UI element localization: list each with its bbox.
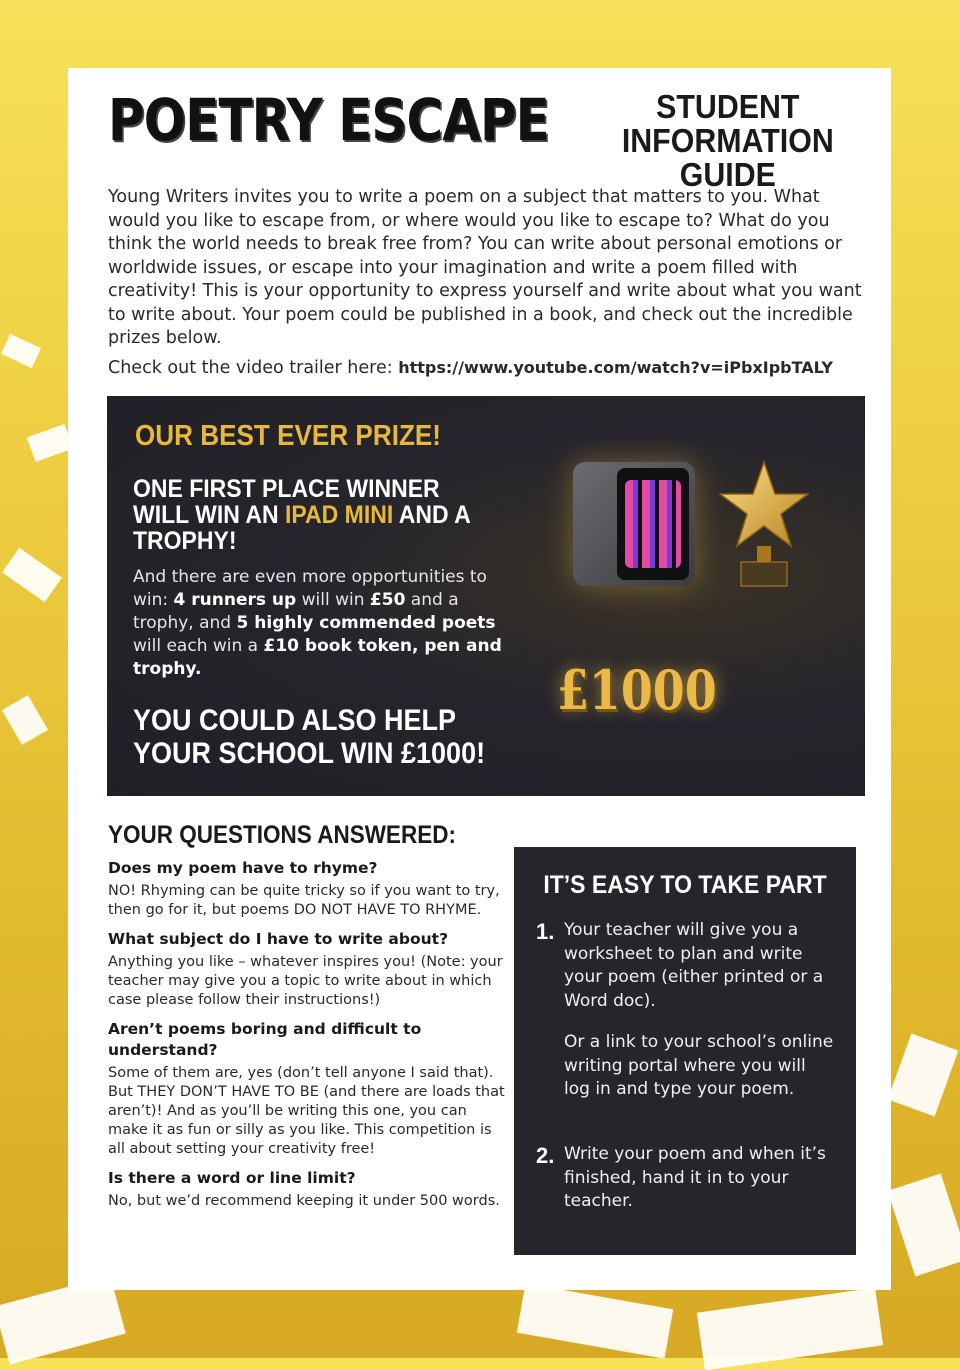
trailer-label: Check out the video trailer here: bbox=[108, 358, 399, 378]
step-number: 2. bbox=[536, 1143, 555, 1168]
step-number: 1. bbox=[536, 919, 555, 944]
runner-up-prize: £50 bbox=[369, 590, 406, 610]
winner-text-2: AND A TROPHY! bbox=[133, 501, 470, 555]
answer: NO! Rhyming can be quite tricky so if you want to try, then go for it, but poems DO NOT HAVE TO RHYME. bbox=[108, 883, 500, 918]
background-shard bbox=[887, 1174, 960, 1277]
more-prizes-text: and a trophy, and bbox=[133, 590, 459, 633]
ipad-mini-image bbox=[573, 462, 695, 586]
questions-section bbox=[108, 821, 508, 1220]
answer: No, but we’d recommend keeping it under 500 words. bbox=[108, 1193, 500, 1209]
trophy-icon bbox=[719, 460, 809, 590]
winner-text-1: ONE FIRST PLACE WINNER WILL WIN AN bbox=[133, 475, 440, 529]
school-prize: YOU COULD ALSO HELP YOUR SCHOOL WIN £1000! bbox=[133, 704, 486, 770]
background-shard bbox=[1, 334, 41, 368]
more-prizes bbox=[133, 566, 503, 681]
highly-commended-prize: £10 book token, pen and trophy. bbox=[133, 636, 502, 679]
step-text: Write your poem and when it’s finished, hand it in to your teacher. bbox=[564, 1144, 826, 1211]
more-prizes-text: And there are even more opportunities to win: bbox=[133, 567, 487, 610]
question: Is there a word or line limit? bbox=[108, 1169, 356, 1187]
ipad-screen bbox=[617, 468, 689, 580]
question: What subject do I have to write about? bbox=[108, 930, 449, 948]
more-prizes-text: will win bbox=[296, 590, 370, 610]
answer: Anything you like – whatever inspires you! (Note: your teacher may give you a topic to write about in which case please follow their instructions!) bbox=[108, 954, 503, 1008]
information-sheet bbox=[68, 68, 891, 1290]
question: Does my poem have to rhyme? bbox=[108, 859, 378, 877]
answer: Some of them are, yes (don’t tell anyone I said that). But THEY DON’T HAVE TO BE (and there are loads that aren’t)! And as you’ll be writing this one, you can make it as fun or silly as you like. This competition is all about setting your creativity free! bbox=[108, 1065, 505, 1157]
background-shard bbox=[2, 695, 48, 745]
steps-panel bbox=[514, 847, 856, 1255]
poetry-escape-logo: POETRY ESCAPE bbox=[108, 86, 549, 154]
prize-panel bbox=[107, 396, 865, 796]
first-place-winner bbox=[133, 476, 483, 554]
guide-title bbox=[581, 90, 875, 192]
trailer-line bbox=[108, 358, 878, 378]
step-text: Your teacher will give you a worksheet to plan and write your poem (either printed or a Word doc). bbox=[564, 920, 824, 1011]
winner-highlight: IPAD MINI bbox=[285, 501, 394, 529]
intro-paragraph: Young Writers invites you to write a poem on a subject that matters to you. What would you like to escape from, or where would you like to escape to? What do you think the world needs to break free from? You can write about personal emotions or worldwide issues, or escape into your imagination and write a poem filled with creativity! This is your opportunity to express yourself and write about what you want to write about. Your poem could be published in a book, and check out the incredible prizes below. bbox=[108, 187, 862, 348]
step-text-extra: Or a link to your school’s online writing portal where you will log in and type your poem. bbox=[564, 1032, 834, 1099]
background-shard bbox=[27, 424, 73, 462]
guide-title-line1: STUDENT bbox=[656, 88, 800, 125]
money-graphic: £1000 bbox=[557, 658, 717, 722]
background-shard bbox=[888, 1034, 959, 1117]
ipad-wallpaper bbox=[625, 480, 681, 568]
questions-heading: YOUR QUESTIONS ANSWERED: bbox=[108, 821, 456, 849]
background-shard bbox=[517, 1283, 673, 1358]
guide-title-line2: INFORMATION GUIDE bbox=[621, 122, 834, 193]
steps-heading: IT’S EASY TO TAKE PART bbox=[543, 871, 827, 899]
more-prizes-text: will each win a bbox=[133, 636, 264, 656]
prize-heading: OUR BEST EVER PRIZE! bbox=[135, 420, 441, 452]
question: Aren’t poems boring and difficult to understand? bbox=[108, 1020, 422, 1059]
highly-commended: 5 highly commended poets bbox=[236, 613, 496, 633]
trailer-link[interactable]: https://www.youtube.com/watch?v=iPbxIpbTALY bbox=[398, 358, 833, 377]
background-shard bbox=[2, 548, 62, 602]
runners-up: 4 runners up bbox=[173, 590, 297, 610]
